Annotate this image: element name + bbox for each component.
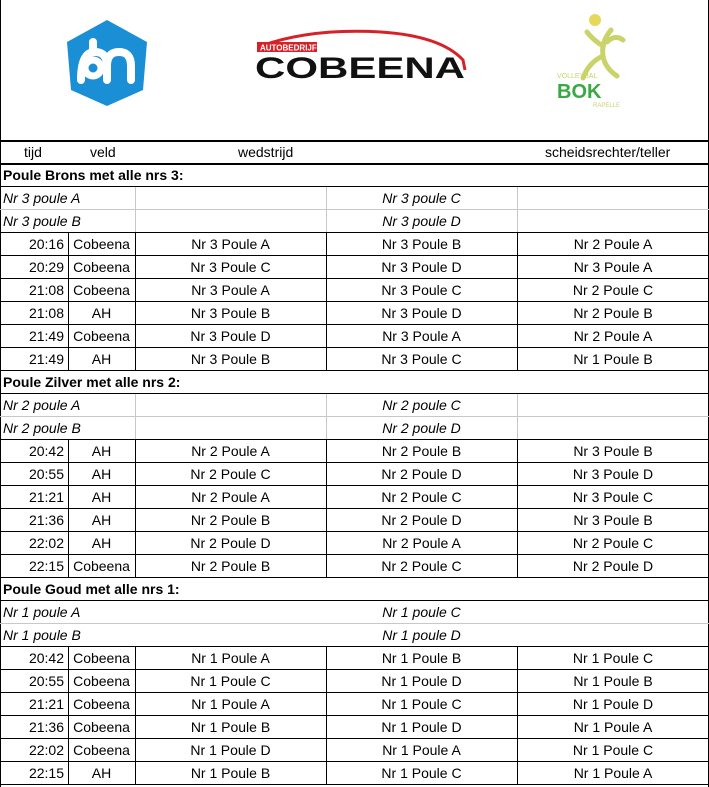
albert-heijn-logo bbox=[63, 18, 151, 108]
grid-line bbox=[326, 739, 327, 762]
grid-line bbox=[326, 555, 327, 578]
grid-line bbox=[135, 532, 136, 555]
grid-line bbox=[135, 739, 136, 762]
match-away: Nr 1 Poule D bbox=[381, 719, 462, 735]
grid-line bbox=[135, 670, 136, 693]
match-home: Nr 3 Poule A bbox=[191, 282, 270, 298]
match-field: AH bbox=[91, 765, 112, 781]
grid-line bbox=[326, 509, 327, 532]
match-field: Cobeena bbox=[73, 236, 130, 252]
grid-line bbox=[326, 716, 327, 739]
header-time: tijd bbox=[24, 144, 42, 160]
match-home: Nr 1 Poule B bbox=[190, 719, 271, 735]
grid-line bbox=[517, 762, 518, 785]
bok-logo-top-text: VOLLEYBAL bbox=[557, 73, 598, 80]
match-referee: Nr 3 Poule A bbox=[573, 259, 653, 275]
grid-line bbox=[326, 256, 327, 279]
match-home: Nr 2 Poule C bbox=[190, 466, 271, 482]
match-referee: Nr 3 Poule B bbox=[573, 443, 653, 459]
match-field: AH bbox=[91, 351, 112, 367]
header-referee: scheidsrechter/teller bbox=[545, 144, 671, 160]
grid-line bbox=[68, 647, 69, 670]
grid-line bbox=[135, 716, 136, 739]
grid-line bbox=[517, 279, 518, 302]
match-time: 20:55 bbox=[28, 466, 64, 482]
grid-line bbox=[326, 394, 327, 417]
match-away: Nr 3 Poule D bbox=[381, 259, 462, 275]
match-field: Cobeena bbox=[73, 650, 130, 666]
match-referee: Nr 1 Poule A bbox=[573, 765, 653, 781]
grid-line bbox=[135, 302, 136, 325]
section-title: Poule Brons met alle nrs 3: bbox=[3, 167, 184, 183]
grid-line bbox=[326, 348, 327, 371]
grid-line bbox=[68, 693, 69, 716]
grid-line bbox=[68, 716, 69, 739]
grid-line bbox=[68, 486, 69, 509]
grid-line bbox=[517, 394, 518, 417]
match-home: Nr 1 Poule C bbox=[190, 673, 271, 689]
match-home: Nr 1 Poule A bbox=[191, 650, 270, 666]
group-label: Nr 2 poule D bbox=[382, 420, 461, 436]
match-away: Nr 2 Poule D bbox=[381, 512, 462, 528]
grid-line bbox=[517, 417, 518, 440]
match-home: Nr 1 Poule A bbox=[191, 696, 270, 712]
match-away: Nr 2 Poule A bbox=[382, 535, 461, 551]
grid-line bbox=[68, 555, 69, 578]
grid-line bbox=[517, 486, 518, 509]
match-time: 20:29 bbox=[28, 259, 64, 275]
match-time: 21:36 bbox=[28, 512, 64, 528]
header-match: wedstrijd bbox=[238, 144, 294, 160]
match-field: AH bbox=[91, 466, 112, 482]
grid-line bbox=[517, 532, 518, 555]
grid-line bbox=[326, 210, 327, 233]
grid-line bbox=[135, 279, 136, 302]
grid-line bbox=[326, 417, 327, 440]
group-label: Nr 1 poule D bbox=[382, 627, 461, 643]
match-away: Nr 3 Poule C bbox=[381, 351, 462, 367]
grid-line bbox=[326, 463, 327, 486]
match-field: Cobeena bbox=[73, 696, 130, 712]
match-away: Nr 3 Poule B bbox=[381, 236, 462, 252]
grid-line bbox=[517, 187, 518, 210]
grid-line bbox=[68, 325, 69, 348]
grid-line bbox=[135, 509, 136, 532]
group-label: Nr 1 poule C bbox=[382, 604, 461, 620]
match-referee: Nr 2 Poule A bbox=[573, 236, 653, 252]
grid-line bbox=[135, 187, 136, 210]
grid-line bbox=[68, 279, 69, 302]
grid-line bbox=[135, 233, 136, 256]
grid-line bbox=[68, 509, 69, 532]
match-time: 21:49 bbox=[28, 351, 64, 367]
match-away: Nr 1 Poule C bbox=[381, 765, 462, 781]
grid-line bbox=[326, 762, 327, 785]
grid-line bbox=[135, 762, 136, 785]
match-time: 22:02 bbox=[28, 535, 64, 551]
match-field: Cobeena bbox=[73, 558, 130, 574]
match-away: Nr 2 Poule D bbox=[381, 466, 462, 482]
match-field: Cobeena bbox=[73, 719, 130, 735]
grid-line bbox=[135, 394, 136, 417]
grid-line bbox=[0, 784, 709, 785]
bok-logo-sub-text: RAPELLE bbox=[593, 103, 621, 109]
match-referee: Nr 1 Poule B bbox=[573, 351, 653, 367]
grid-line bbox=[517, 325, 518, 348]
match-field: AH bbox=[91, 489, 112, 505]
group-label: Nr 3 poule C bbox=[382, 190, 461, 206]
grid-line bbox=[135, 647, 136, 670]
match-field: AH bbox=[91, 512, 112, 528]
logo-header bbox=[0, 0, 709, 140]
section-title: Poule Goud met alle nrs 1: bbox=[3, 581, 180, 597]
match-referee: Nr 1 Poule B bbox=[573, 673, 653, 689]
grid-line bbox=[326, 532, 327, 555]
grid-line bbox=[135, 325, 136, 348]
match-referee: Nr 2 Poule B bbox=[573, 305, 653, 321]
match-home: Nr 3 Poule A bbox=[191, 236, 270, 252]
match-home: Nr 3 Poule B bbox=[190, 351, 271, 367]
match-field: AH bbox=[91, 305, 112, 321]
match-referee: Nr 3 Poule C bbox=[572, 489, 654, 505]
cobeena-logo-main-text: COBEENA bbox=[255, 52, 465, 82]
match-field: Cobeena bbox=[73, 673, 130, 689]
match-home: Nr 2 Poule A bbox=[191, 489, 270, 505]
match-referee: Nr 2 Poule C bbox=[572, 535, 654, 551]
grid-line bbox=[68, 256, 69, 279]
match-time: 20:16 bbox=[28, 236, 64, 252]
match-field: Cobeena bbox=[73, 742, 130, 758]
grid-line bbox=[326, 279, 327, 302]
match-away: Nr 1 Poule B bbox=[381, 650, 462, 666]
match-home: Nr 2 Poule D bbox=[190, 535, 271, 551]
grid-line bbox=[517, 256, 518, 279]
match-time: 22:15 bbox=[28, 558, 64, 574]
match-home: Nr 3 Poule C bbox=[190, 259, 271, 275]
grid-line bbox=[135, 210, 136, 233]
group-label: Nr 3 poule B bbox=[3, 213, 81, 229]
match-time: 21:08 bbox=[28, 282, 64, 298]
grid-line bbox=[68, 233, 69, 256]
grid-line bbox=[517, 463, 518, 486]
group-label: Nr 1 poule B bbox=[3, 627, 81, 643]
grid-line bbox=[135, 555, 136, 578]
match-away: Nr 1 Poule D bbox=[381, 673, 462, 689]
group-label: Nr 2 poule B bbox=[3, 420, 81, 436]
match-referee: Nr 1 Poule C bbox=[572, 742, 654, 758]
group-label: Nr 1 poule A bbox=[3, 604, 81, 620]
grid-line bbox=[68, 302, 69, 325]
grid-line bbox=[517, 509, 518, 532]
match-referee: Nr 2 Poule D bbox=[572, 558, 654, 574]
match-time: 20:42 bbox=[28, 443, 64, 459]
match-away: Nr 3 Poule A bbox=[382, 328, 461, 344]
match-field: Cobeena bbox=[73, 282, 130, 298]
grid-line bbox=[517, 670, 518, 693]
grid-line bbox=[517, 555, 518, 578]
grid-line bbox=[326, 325, 327, 348]
grid-line bbox=[326, 693, 327, 716]
grid-line bbox=[326, 440, 327, 463]
match-referee: Nr 2 Poule C bbox=[572, 282, 654, 298]
group-label: Nr 3 poule D bbox=[382, 213, 461, 229]
match-time: 20:55 bbox=[28, 673, 64, 689]
match-away: Nr 1 Poule A bbox=[382, 742, 461, 758]
grid-line bbox=[68, 762, 69, 785]
match-home: Nr 1 Poule B bbox=[190, 765, 271, 781]
cobeena-logo bbox=[251, 26, 471, 82]
group-label: Nr 2 poule A bbox=[3, 397, 81, 413]
grid-line bbox=[517, 233, 518, 256]
grid-line bbox=[68, 670, 69, 693]
grid-line bbox=[517, 302, 518, 325]
volleybal-bok-logo bbox=[553, 12, 648, 112]
grid-line bbox=[517, 739, 518, 762]
match-home: Nr 3 Poule B bbox=[190, 305, 271, 321]
match-away: Nr 1 Poule C bbox=[381, 696, 462, 712]
match-time: 21:21 bbox=[28, 489, 64, 505]
match-referee: Nr 1 Poule A bbox=[573, 719, 653, 735]
match-referee: Nr 1 Poule C bbox=[572, 650, 654, 666]
match-home: Nr 2 Poule B bbox=[190, 512, 271, 528]
match-referee: Nr 3 Poule B bbox=[573, 512, 653, 528]
grid-line bbox=[68, 532, 69, 555]
match-time: 22:02 bbox=[28, 742, 64, 758]
grid-line bbox=[68, 463, 69, 486]
match-field: AH bbox=[91, 535, 112, 551]
group-label: Nr 2 poule C bbox=[382, 397, 461, 413]
match-field: Cobeena bbox=[73, 328, 130, 344]
match-away: Nr 3 Poule D bbox=[381, 305, 462, 321]
grid-line bbox=[135, 486, 136, 509]
grid-line bbox=[326, 670, 327, 693]
grid-line bbox=[326, 486, 327, 509]
grid-line bbox=[517, 716, 518, 739]
match-home: Nr 1 Poule D bbox=[190, 742, 271, 758]
grid-line bbox=[517, 647, 518, 670]
match-home: Nr 2 Poule A bbox=[191, 443, 270, 459]
grid-line bbox=[135, 693, 136, 716]
match-time: 21:21 bbox=[28, 696, 64, 712]
header-field: veld bbox=[90, 144, 116, 160]
grid-line bbox=[135, 417, 136, 440]
match-away: Nr 2 Poule C bbox=[381, 489, 462, 505]
grid-line bbox=[135, 256, 136, 279]
match-referee: Nr 1 Poule D bbox=[572, 696, 654, 712]
match-away: Nr 2 Poule C bbox=[381, 558, 462, 574]
grid-line bbox=[517, 348, 518, 371]
match-away: Nr 3 Poule C bbox=[381, 282, 462, 298]
grid-line bbox=[135, 440, 136, 463]
section-title: Poule Zilver met alle nrs 2: bbox=[3, 374, 181, 390]
group-label: Nr 3 poule A bbox=[3, 190, 81, 206]
match-home: Nr 2 Poule B bbox=[190, 558, 271, 574]
grid-line bbox=[68, 348, 69, 371]
grid-line bbox=[517, 440, 518, 463]
match-referee: Nr 3 Poule D bbox=[572, 466, 654, 482]
match-away: Nr 2 Poule B bbox=[381, 443, 462, 459]
bok-logo-main-text: BOK bbox=[557, 81, 602, 103]
grid-line bbox=[68, 440, 69, 463]
grid-line bbox=[326, 647, 327, 670]
match-time: 21:36 bbox=[28, 719, 64, 735]
grid-line bbox=[517, 210, 518, 233]
match-time: 20:42 bbox=[28, 650, 64, 666]
match-field: Cobeena bbox=[73, 259, 130, 275]
grid-line bbox=[326, 302, 327, 325]
match-time: 22:15 bbox=[28, 765, 64, 781]
grid-line bbox=[135, 463, 136, 486]
match-time: 21:49 bbox=[28, 328, 64, 344]
match-referee: Nr 2 Poule A bbox=[573, 328, 653, 344]
grid-line bbox=[517, 693, 518, 716]
match-field: AH bbox=[91, 443, 112, 459]
grid-line bbox=[326, 187, 327, 210]
match-time: 21:08 bbox=[28, 305, 64, 321]
grid-line bbox=[326, 233, 327, 256]
grid-line bbox=[135, 348, 136, 371]
match-home: Nr 3 Poule D bbox=[190, 328, 271, 344]
cobeena-logo-top-text: AUTOBEDRIJF bbox=[260, 43, 317, 53]
grid-line bbox=[68, 739, 69, 762]
